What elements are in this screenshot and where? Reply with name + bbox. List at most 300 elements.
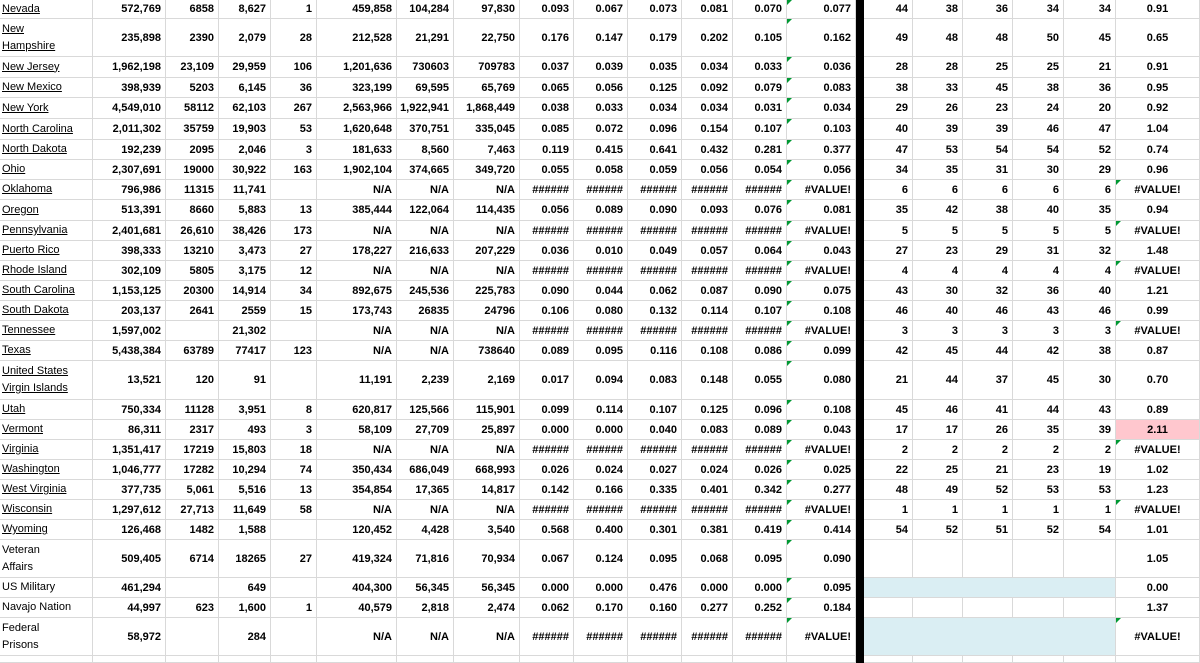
ratio-cell[interactable]: 1.37 — [1116, 598, 1200, 618]
value-cell[interactable]: 3,175 — [219, 261, 271, 281]
value-cell[interactable]: 21,291 — [397, 19, 454, 57]
value-cell[interactable]: 0.034 — [682, 98, 733, 119]
value-cell[interactable]: 14,817 — [454, 480, 520, 500]
state-link[interactable]: Tennessee — [2, 324, 56, 336]
value-cell[interactable]: 1,868,449 — [454, 98, 520, 119]
value-cell[interactable]: 0.107 — [628, 400, 682, 420]
value-cell[interactable]: 0.039 — [574, 57, 628, 78]
value-cell[interactable]: 738640 — [454, 341, 520, 361]
value-cell[interactable]: 385,444 — [317, 200, 397, 221]
value-cell[interactable]: 40,579 — [317, 598, 397, 618]
value-cell[interactable] — [271, 618, 317, 656]
value-cell[interactable]: 17,365 — [397, 480, 454, 500]
rank-cell[interactable]: 2 — [1013, 440, 1064, 460]
value-cell[interactable]: 0.184 — [787, 598, 856, 618]
value-cell[interactable]: 0.056 — [787, 160, 856, 180]
value-cell[interactable]: 0.089 — [520, 341, 574, 361]
value-cell[interactable]: N/A — [317, 321, 397, 341]
rank-cell[interactable] — [1013, 656, 1064, 663]
rank-cell[interactable]: 3 — [864, 321, 913, 341]
value-cell[interactable]: 0.090 — [787, 540, 856, 578]
rank-cell[interactable]: 1 — [913, 500, 963, 520]
value-cell[interactable]: ###### — [520, 440, 574, 460]
rank-cell[interactable]: 5 — [963, 221, 1013, 241]
ratio-cell[interactable]: #VALUE! — [1116, 500, 1200, 520]
rank-cell[interactable] — [1064, 656, 1116, 663]
rank-cell[interactable] — [1064, 540, 1116, 578]
ratio-cell[interactable]: 0.00 — [1116, 578, 1200, 598]
value-cell[interactable]: 0.000 — [574, 578, 628, 598]
value-cell[interactable]: 192,239 — [93, 140, 166, 160]
value-cell[interactable]: 323,199 — [317, 78, 397, 98]
value-cell[interactable]: 11315 — [166, 180, 219, 200]
value-cell[interactable]: 8,627 — [219, 0, 271, 19]
value-cell[interactable]: 0.036 — [520, 241, 574, 261]
value-cell[interactable]: 0.062 — [628, 281, 682, 301]
value-cell[interactable]: 2317 — [166, 420, 219, 440]
value-cell[interactable]: 0.148 — [682, 361, 733, 400]
rank-cell[interactable]: 40 — [1064, 281, 1116, 301]
ratio-cell[interactable]: 0.99 — [1116, 301, 1200, 321]
rank-cell[interactable]: 4 — [963, 261, 1013, 281]
rank-cell[interactable]: 29 — [963, 241, 1013, 261]
value-cell[interactable]: N/A — [317, 341, 397, 361]
state-link[interactable]: Utah — [2, 403, 26, 415]
value-cell[interactable]: 0.105 — [733, 19, 787, 57]
state-link[interactable]: Wisconsin — [2, 503, 53, 515]
value-cell[interactable]: N/A — [397, 180, 454, 200]
value-cell[interactable]: 4,549,010 — [93, 98, 166, 119]
value-cell[interactable]: 10,294 — [219, 460, 271, 480]
value-cell[interactable]: 0.017 — [520, 361, 574, 400]
ratio-cell[interactable]: 0.96 — [1116, 160, 1200, 180]
value-cell[interactable]: 0.034 — [682, 57, 733, 78]
value-cell[interactable]: #VALUE! — [787, 180, 856, 200]
state-link[interactable]: West Virginia — [2, 483, 67, 495]
value-cell[interactable]: 1 — [271, 0, 317, 19]
value-cell[interactable]: 0.000 — [574, 420, 628, 440]
rank-cell[interactable]: 5 — [864, 221, 913, 241]
value-cell[interactable]: 4,428 — [397, 520, 454, 540]
value-cell[interactable]: 44,997 — [93, 598, 166, 618]
rank-cell[interactable]: 51 — [963, 520, 1013, 540]
rank-cell[interactable]: 44 — [963, 341, 1013, 361]
value-cell[interactable]: 1,588 — [219, 520, 271, 540]
merged-highlight-cell[interactable] — [864, 618, 1116, 656]
value-cell[interactable]: 892,675 — [317, 281, 397, 301]
value-cell[interactable] — [454, 656, 520, 663]
rank-cell[interactable]: 46 — [913, 400, 963, 420]
value-cell[interactable]: 1 — [271, 598, 317, 618]
rank-cell[interactable]: 45 — [1064, 19, 1116, 57]
value-cell[interactable]: 2,046 — [219, 140, 271, 160]
value-cell[interactable]: 122,064 — [397, 200, 454, 221]
state-link[interactable]: Virginia — [2, 443, 39, 455]
state-name-cell[interactable] — [0, 480, 93, 500]
state-link[interactable]: South Dakota — [2, 304, 69, 316]
value-cell[interactable]: ###### — [520, 500, 574, 520]
value-cell[interactable]: 5,883 — [219, 200, 271, 221]
value-cell[interactable]: 163 — [271, 160, 317, 180]
state-name-cell[interactable] — [0, 440, 93, 460]
value-cell[interactable]: 398,939 — [93, 78, 166, 98]
value-cell[interactable]: 0.000 — [733, 578, 787, 598]
rank-cell[interactable]: 21 — [1064, 57, 1116, 78]
rank-cell[interactable]: 54 — [963, 140, 1013, 160]
value-cell[interactable]: 104,284 — [397, 0, 454, 19]
value-cell[interactable]: 796,986 — [93, 180, 166, 200]
value-cell[interactable]: ###### — [682, 221, 733, 241]
ratio-cell[interactable]: #VALUE! — [1116, 618, 1200, 656]
value-cell[interactable]: 11,191 — [317, 361, 397, 400]
value-cell[interactable] — [166, 321, 219, 341]
state-link[interactable]: North Dakota — [2, 143, 67, 155]
value-cell[interactable]: #VALUE! — [787, 261, 856, 281]
value-cell[interactable]: 6714 — [166, 540, 219, 578]
value-cell[interactable]: 207,229 — [454, 241, 520, 261]
value-cell[interactable]: 493 — [219, 420, 271, 440]
rank-cell[interactable]: 25 — [963, 57, 1013, 78]
value-cell[interactable]: 2095 — [166, 140, 219, 160]
value-cell[interactable]: #VALUE! — [787, 440, 856, 460]
value-cell[interactable]: 0.095 — [574, 341, 628, 361]
value-cell[interactable]: 0.067 — [520, 540, 574, 578]
value-cell[interactable]: 0.114 — [574, 400, 628, 420]
value-cell[interactable]: 3 — [271, 420, 317, 440]
value-cell[interactable]: 620,817 — [317, 400, 397, 420]
value-cell[interactable]: 0.000 — [520, 420, 574, 440]
state-link[interactable]: Rhode Island — [2, 264, 67, 276]
ratio-cell[interactable]: 1.02 — [1116, 460, 1200, 480]
value-cell[interactable]: 91 — [219, 361, 271, 400]
value-cell[interactable]: 0.095 — [787, 578, 856, 598]
value-cell[interactable]: 284 — [219, 618, 271, 656]
value-cell[interactable]: 0.044 — [574, 281, 628, 301]
rank-cell[interactable]: 44 — [1013, 400, 1064, 420]
value-cell[interactable]: 173 — [271, 221, 317, 241]
rank-cell[interactable]: 38 — [963, 200, 1013, 221]
value-cell[interactable]: 178,227 — [317, 241, 397, 261]
rank-cell[interactable]: 46 — [1064, 301, 1116, 321]
value-cell[interactable]: 3,951 — [219, 400, 271, 420]
ratio-cell[interactable]: 2.11 — [1116, 420, 1200, 440]
value-cell[interactable]: 2,239 — [397, 361, 454, 400]
value-cell[interactable]: 71,816 — [397, 540, 454, 578]
value-cell[interactable]: 1,620,648 — [317, 119, 397, 140]
value-cell[interactable]: 216,633 — [397, 241, 454, 261]
value-cell[interactable]: ###### — [574, 261, 628, 281]
state-name-cell[interactable] — [0, 400, 93, 420]
value-cell[interactable]: ###### — [682, 440, 733, 460]
rank-cell[interactable]: 45 — [864, 400, 913, 420]
value-cell[interactable]: 0.067 — [574, 0, 628, 19]
value-cell[interactable]: 12 — [271, 261, 317, 281]
value-cell[interactable]: 0.056 — [682, 160, 733, 180]
state-link[interactable]: North Carolina — [2, 122, 73, 135]
value-cell[interactable]: 62,103 — [219, 98, 271, 119]
state-name-cell[interactable] — [0, 321, 93, 341]
value-cell[interactable]: 1,600 — [219, 598, 271, 618]
state-name-cell[interactable] — [0, 221, 93, 241]
value-cell[interactable]: 106 — [271, 57, 317, 78]
value-cell[interactable]: 0.419 — [733, 520, 787, 540]
rank-cell[interactable]: 2 — [913, 440, 963, 460]
state-link[interactable]: New Jersey — [2, 60, 60, 73]
value-cell[interactable]: 29,959 — [219, 57, 271, 78]
value-cell[interactable]: 3,540 — [454, 520, 520, 540]
rank-cell[interactable]: 48 — [864, 480, 913, 500]
state-name-cell[interactable] — [0, 301, 93, 321]
rank-cell[interactable]: 40 — [1013, 200, 1064, 221]
value-cell[interactable]: 0.179 — [628, 19, 682, 57]
value-cell[interactable]: ###### — [682, 180, 733, 200]
value-cell[interactable]: 245,536 — [397, 281, 454, 301]
value-cell[interactable]: 0.096 — [628, 119, 682, 140]
value-cell[interactable]: 0.142 — [520, 480, 574, 500]
value-cell[interactable]: N/A — [317, 500, 397, 520]
ratio-cell[interactable]: 0.74 — [1116, 140, 1200, 160]
rank-cell[interactable]: 52 — [1013, 520, 1064, 540]
rank-cell[interactable]: 24 — [1013, 98, 1064, 119]
rank-cell[interactable] — [963, 598, 1013, 618]
ratio-cell[interactable]: 0.91 — [1116, 57, 1200, 78]
value-cell[interactable]: 0.036 — [787, 57, 856, 78]
rank-cell[interactable]: 4 — [1064, 261, 1116, 281]
state-name-cell[interactable] — [0, 460, 93, 480]
value-cell[interactable]: 0.040 — [628, 420, 682, 440]
rank-cell[interactable]: 50 — [1013, 19, 1064, 57]
rank-cell[interactable]: 47 — [1064, 119, 1116, 140]
rank-cell[interactable]: 43 — [864, 281, 913, 301]
value-cell[interactable]: ###### — [628, 261, 682, 281]
value-cell[interactable]: ###### — [733, 618, 787, 656]
value-cell[interactable]: 1,153,125 — [93, 281, 166, 301]
value-cell[interactable]: 58,972 — [93, 618, 166, 656]
value-cell[interactable]: 19000 — [166, 160, 219, 180]
value-cell[interactable]: 459,858 — [317, 0, 397, 19]
value-cell[interactable]: 1,962,198 — [93, 57, 166, 78]
rank-cell[interactable]: 17 — [913, 420, 963, 440]
value-cell[interactable]: 0.154 — [682, 119, 733, 140]
value-cell[interactable] — [787, 656, 856, 663]
value-cell[interactable]: #VALUE! — [787, 221, 856, 241]
state-name-cell[interactable] — [0, 618, 93, 656]
ratio-cell[interactable]: 0.91 — [1116, 0, 1200, 19]
value-cell[interactable]: 0.090 — [628, 200, 682, 221]
value-cell[interactable]: 27 — [271, 241, 317, 261]
value-cell[interactable]: 3 — [271, 140, 317, 160]
value-cell[interactable]: 509,405 — [93, 540, 166, 578]
value-cell[interactable]: 0.000 — [520, 578, 574, 598]
rank-cell[interactable]: 3 — [1064, 321, 1116, 341]
rank-cell[interactable]: 5 — [1013, 221, 1064, 241]
state-name-cell[interactable] — [0, 281, 93, 301]
rank-cell[interactable]: 28 — [864, 57, 913, 78]
rank-cell[interactable] — [963, 540, 1013, 578]
value-cell[interactable]: 6,145 — [219, 78, 271, 98]
value-cell[interactable]: 0.033 — [574, 98, 628, 119]
state-name-cell[interactable] — [0, 200, 93, 221]
value-cell[interactable]: 0.095 — [733, 540, 787, 578]
state-name-cell[interactable] — [0, 57, 93, 78]
ratio-cell[interactable]: 0.92 — [1116, 98, 1200, 119]
value-cell[interactable]: 0.342 — [733, 480, 787, 500]
value-cell[interactable]: 8 — [271, 400, 317, 420]
value-cell[interactable]: 0.252 — [733, 598, 787, 618]
value-cell[interactable]: 0.025 — [787, 460, 856, 480]
state-link[interactable]: Texas — [2, 344, 31, 356]
value-cell[interactable]: 0.125 — [682, 400, 733, 420]
value-cell[interactable]: 377,735 — [93, 480, 166, 500]
value-cell[interactable]: 11128 — [166, 400, 219, 420]
rank-cell[interactable]: 20 — [1064, 98, 1116, 119]
value-cell[interactable]: 0.132 — [628, 301, 682, 321]
value-cell[interactable]: ###### — [733, 500, 787, 520]
value-cell[interactable]: #VALUE! — [787, 321, 856, 341]
value-cell[interactable]: 513,391 — [93, 200, 166, 221]
value-cell[interactable]: 0.162 — [787, 19, 856, 57]
rank-cell[interactable]: 45 — [913, 341, 963, 361]
value-cell[interactable]: 0.058 — [574, 160, 628, 180]
value-cell[interactable] — [520, 656, 574, 663]
rank-cell[interactable] — [1013, 540, 1064, 578]
state-link[interactable]: New York — [2, 101, 49, 114]
state-name-cell[interactable] — [0, 98, 93, 119]
value-cell[interactable]: 0.038 — [520, 98, 574, 119]
state-link[interactable]: New — [2, 22, 25, 35]
value-cell[interactable]: 0.103 — [787, 119, 856, 140]
value-cell[interactable]: 173,743 — [317, 301, 397, 321]
rank-cell[interactable]: 45 — [963, 78, 1013, 98]
value-cell[interactable]: ###### — [628, 180, 682, 200]
value-cell[interactable]: N/A — [317, 180, 397, 200]
state-link[interactable]: New Mexico — [2, 81, 62, 93]
rank-cell[interactable] — [963, 656, 1013, 663]
value-cell[interactable]: 0.414 — [787, 520, 856, 540]
rank-cell[interactable]: 52 — [963, 480, 1013, 500]
value-cell[interactable]: 0.170 — [574, 598, 628, 618]
value-cell[interactable]: ###### — [733, 261, 787, 281]
value-cell[interactable]: N/A — [397, 261, 454, 281]
value-cell[interactable]: ###### — [628, 321, 682, 341]
rank-cell[interactable]: 29 — [1064, 160, 1116, 180]
rank-cell[interactable]: 21 — [963, 460, 1013, 480]
value-cell[interactable]: 11,741 — [219, 180, 271, 200]
state-name-cell[interactable] — [0, 341, 93, 361]
value-cell[interactable]: 11,649 — [219, 500, 271, 520]
value-cell[interactable]: 0.024 — [574, 460, 628, 480]
value-cell[interactable]: 0.301 — [628, 520, 682, 540]
value-cell[interactable]: 28 — [271, 19, 317, 57]
value-cell[interactable]: 5805 — [166, 261, 219, 281]
value-cell[interactable]: 13 — [271, 480, 317, 500]
value-cell[interactable]: ###### — [628, 221, 682, 241]
value-cell[interactable]: N/A — [454, 618, 520, 656]
rank-cell[interactable]: 35 — [913, 160, 963, 180]
value-cell[interactable]: 0.114 — [682, 301, 733, 321]
value-cell[interactable]: 26,610 — [166, 221, 219, 241]
value-cell[interactable]: 114,435 — [454, 200, 520, 221]
value-cell[interactable]: 0.079 — [733, 78, 787, 98]
value-cell[interactable]: 181,633 — [317, 140, 397, 160]
value-cell[interactable]: 623 — [166, 598, 219, 618]
state-name-cell[interactable] — [0, 598, 93, 618]
state-name-cell[interactable] — [0, 361, 93, 400]
value-cell[interactable]: ###### — [682, 261, 733, 281]
value-cell[interactable]: 0.073 — [628, 0, 682, 19]
value-cell[interactable]: 1482 — [166, 520, 219, 540]
value-cell[interactable]: 30,922 — [219, 160, 271, 180]
value-cell[interactable]: 0.049 — [628, 241, 682, 261]
value-cell[interactable]: 0.034 — [787, 98, 856, 119]
rank-cell[interactable]: 27 — [864, 241, 913, 261]
rank-cell[interactable]: 5 — [1064, 221, 1116, 241]
rank-cell[interactable]: 45 — [1013, 361, 1064, 400]
value-cell[interactable]: 27,709 — [397, 420, 454, 440]
rank-cell[interactable]: 52 — [1064, 140, 1116, 160]
value-cell[interactable] — [271, 656, 317, 663]
value-cell[interactable]: 18 — [271, 440, 317, 460]
value-cell[interactable]: 0.089 — [733, 420, 787, 440]
value-cell[interactable]: ###### — [682, 500, 733, 520]
value-cell[interactable]: ###### — [520, 321, 574, 341]
value-cell[interactable] — [166, 578, 219, 598]
rank-cell[interactable]: 6 — [864, 180, 913, 200]
value-cell[interactable]: ###### — [574, 221, 628, 241]
state-name-cell[interactable] — [0, 241, 93, 261]
value-cell[interactable]: ###### — [733, 221, 787, 241]
value-cell[interactable]: 1,902,104 — [317, 160, 397, 180]
value-cell[interactable]: 17282 — [166, 460, 219, 480]
state-link[interactable]: Oregon — [2, 203, 39, 216]
value-cell[interactable]: 349,720 — [454, 160, 520, 180]
value-cell[interactable]: 8660 — [166, 200, 219, 221]
rank-cell[interactable]: 4 — [1013, 261, 1064, 281]
value-cell[interactable]: 0.108 — [787, 400, 856, 420]
value-cell[interactable]: ###### — [733, 440, 787, 460]
state-name-cell[interactable] — [0, 500, 93, 520]
rank-cell[interactable]: 36 — [963, 0, 1013, 19]
rank-cell[interactable]: 39 — [1064, 420, 1116, 440]
rank-cell[interactable]: 26 — [913, 98, 963, 119]
value-cell[interactable]: 38,426 — [219, 221, 271, 241]
value-cell[interactable]: 2,474 — [454, 598, 520, 618]
value-cell[interactable]: 0.160 — [628, 598, 682, 618]
ratio-cell[interactable]: #VALUE! — [1116, 180, 1200, 200]
rank-cell[interactable]: 2 — [1064, 440, 1116, 460]
value-cell[interactable]: 5,516 — [219, 480, 271, 500]
value-cell[interactable]: 750,334 — [93, 400, 166, 420]
value-cell[interactable]: 0.075 — [787, 281, 856, 301]
rank-cell[interactable]: 31 — [963, 160, 1013, 180]
value-cell[interactable]: 335,045 — [454, 119, 520, 140]
value-cell[interactable]: 7,463 — [454, 140, 520, 160]
value-cell[interactable]: 0.026 — [733, 460, 787, 480]
value-cell[interactable] — [733, 656, 787, 663]
value-cell[interactable]: 2,079 — [219, 19, 271, 57]
rank-cell[interactable]: 34 — [1013, 0, 1064, 19]
value-cell[interactable]: 0.010 — [574, 241, 628, 261]
ratio-cell[interactable]: 1.21 — [1116, 281, 1200, 301]
value-cell[interactable]: 0.062 — [520, 598, 574, 618]
rank-cell[interactable]: 29 — [864, 98, 913, 119]
merged-highlight-cell[interactable] — [864, 578, 1116, 598]
value-cell[interactable]: 0.166 — [574, 480, 628, 500]
rank-cell[interactable]: 2 — [864, 440, 913, 460]
state-name-cell[interactable] — [0, 19, 93, 57]
rank-cell[interactable]: 1 — [963, 500, 1013, 520]
ratio-cell[interactable]: #VALUE! — [1116, 221, 1200, 241]
